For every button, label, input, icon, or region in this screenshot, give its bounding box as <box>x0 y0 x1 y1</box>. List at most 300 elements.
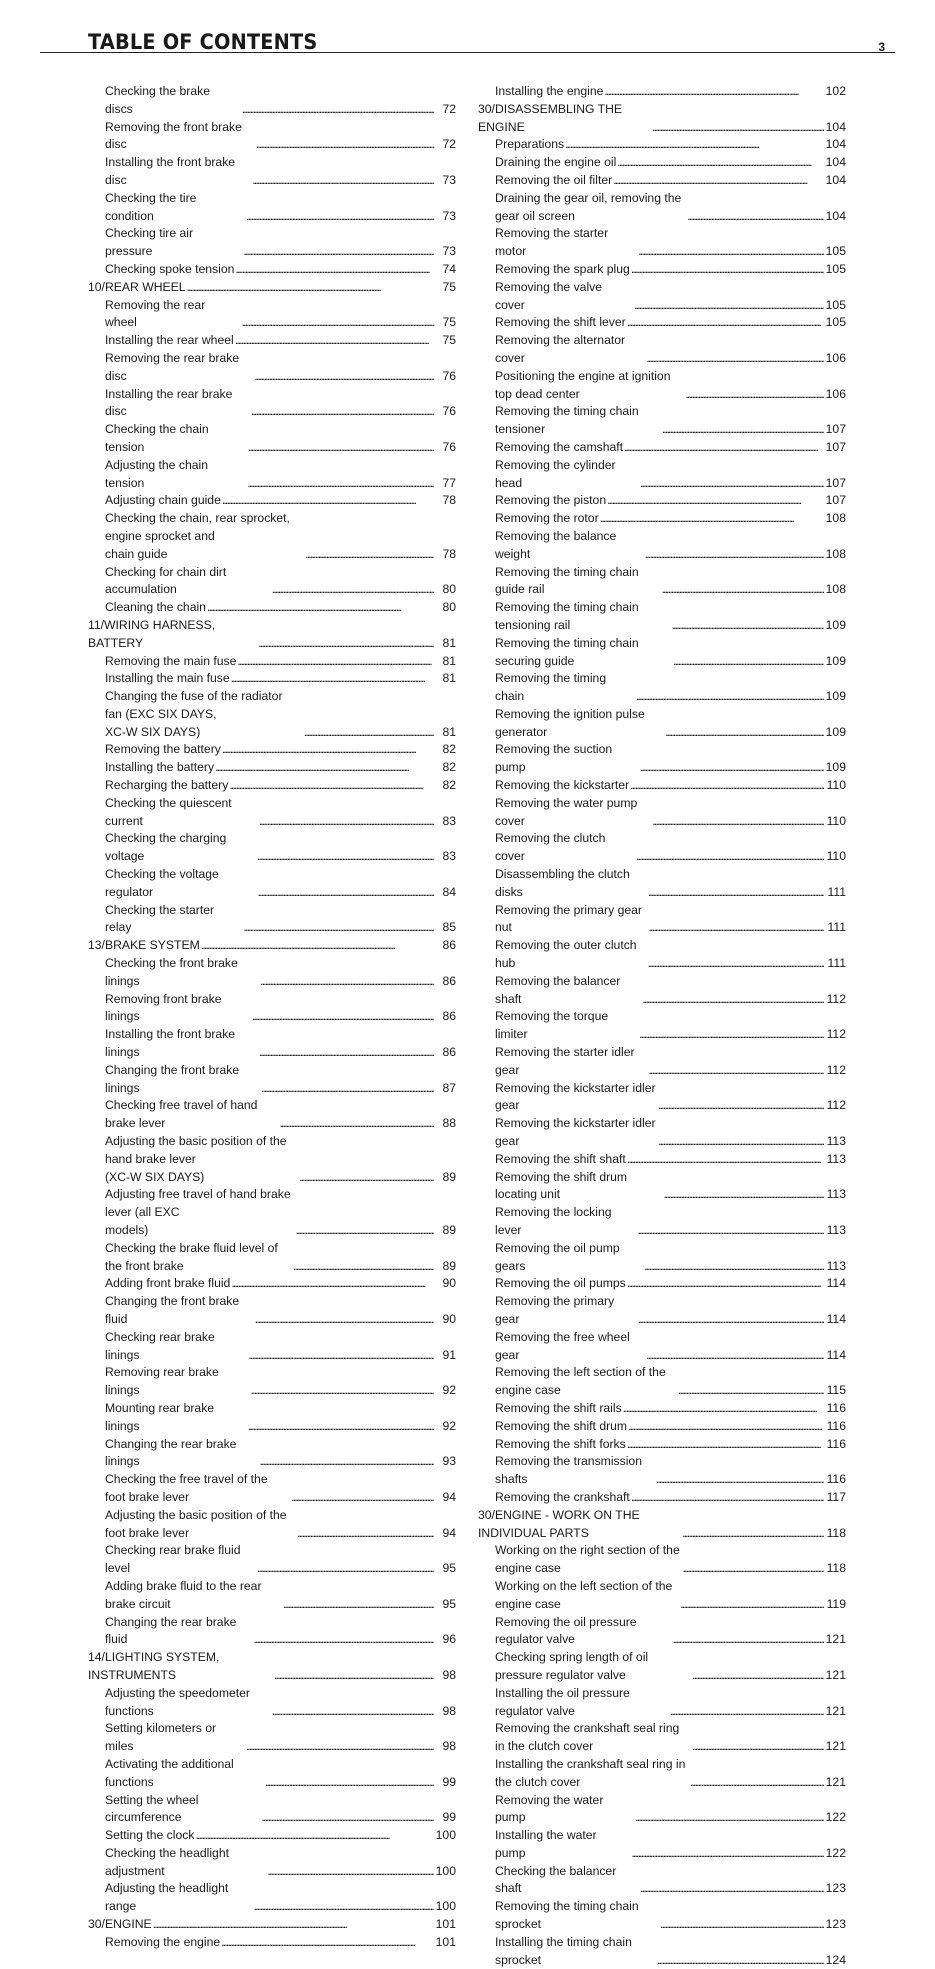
page-header <box>40 0 895 56</box>
dot-leader <box>246 1738 434 1756</box>
dot-leader <box>253 1631 434 1649</box>
toc-entry-label: Removing the outer clutch hub <box>495 938 637 971</box>
toc-entry-label: Installing the engine <box>495 84 604 98</box>
toc-entry[interactable] <box>88 1792 456 1828</box>
dot-leader <box>248 1347 434 1365</box>
toc-entry-label: Checking tire air pressure <box>105 226 194 259</box>
toc-entry[interactable] <box>88 492 456 510</box>
toc-entry[interactable] <box>478 1364 846 1400</box>
toc-column-right <box>478 83 846 1969</box>
toc-entry[interactable] <box>88 1880 456 1916</box>
toc-entry-label: Preparations <box>495 137 565 152</box>
toc-entry-page: 89 <box>442 1169 456 1184</box>
toc-entry[interactable] <box>478 1685 846 1721</box>
toc-entry[interactable] <box>478 1080 846 1116</box>
dot-leader <box>642 991 824 1009</box>
toc-entry[interactable] <box>88 1293 456 1329</box>
toc-entry-label: Removing the shift drum locating unit <box>495 1169 628 1202</box>
toc-entry-label: Removing the main fuse <box>105 653 237 668</box>
toc-entry[interactable] <box>478 1827 846 1863</box>
toc-entry-label: Removing the locking lever <box>495 1205 612 1237</box>
toc-entry[interactable] <box>88 653 456 671</box>
toc-entry[interactable] <box>478 510 846 528</box>
dot-leader <box>254 368 434 386</box>
dot-leader <box>251 403 434 421</box>
toc-entry[interactable] <box>478 279 846 315</box>
toc-entry[interactable] <box>88 1614 456 1650</box>
toc-entry-page: 104 <box>825 119 846 134</box>
toc-entry[interactable] <box>88 902 456 938</box>
toc-entry[interactable] <box>478 1169 846 1205</box>
toc-entry-label: Checking the voltage regulator <box>105 867 219 899</box>
toc-entry[interactable] <box>478 1293 846 1329</box>
toc-entry-label: Recharging the battery <box>105 778 229 793</box>
dot-leader <box>283 1596 434 1614</box>
toc-section-entry[interactable] <box>88 1916 456 1934</box>
toc-entry-page: 75 <box>442 333 456 348</box>
toc-entry-label: 30/ENGINE <box>88 1917 152 1932</box>
dot-leader <box>624 439 824 457</box>
toc-entry-label: Checking the quiescent current <box>105 795 232 828</box>
toc-entry-label: Draining the engine oil <box>495 155 617 170</box>
dot-leader <box>261 1809 434 1827</box>
toc-section-entry[interactable] <box>88 937 456 955</box>
toc-entry[interactable] <box>478 1614 846 1650</box>
toc-entry[interactable] <box>478 1863 846 1899</box>
toc-entry[interactable] <box>478 368 846 404</box>
dot-leader <box>646 1347 824 1365</box>
toc-entry-label: Installing the main fuse <box>105 671 230 686</box>
toc-entry[interactable] <box>478 1329 846 1365</box>
toc-entry-label: Checking the balancer shaft <box>495 1863 617 1896</box>
toc-entry[interactable] <box>478 190 846 226</box>
toc-entry[interactable] <box>88 297 456 333</box>
dot-leader <box>222 741 434 759</box>
toc-entry[interactable] <box>88 190 456 226</box>
toc-entry-page: 105 <box>825 315 846 330</box>
toc-entry-label: Removing rear brake linings <box>105 1365 219 1398</box>
toc-entry-page: 106 <box>825 386 846 401</box>
toc-entry-page: 105 <box>825 244 846 259</box>
toc-entry[interactable] <box>478 225 846 261</box>
toc-entry-label: Removing the crankshaft <box>495 1489 630 1504</box>
toc-entry[interactable] <box>88 1720 456 1756</box>
toc-entry[interactable] <box>478 492 846 510</box>
header-divider <box>40 52 895 53</box>
toc-entry[interactable] <box>478 795 846 831</box>
dot-leader <box>638 243 823 261</box>
toc-entry-page: 123 <box>825 1917 846 1932</box>
dot-leader <box>565 136 824 154</box>
toc-entry-page: 94 <box>442 1525 456 1540</box>
toc-entry-page: 99 <box>442 1774 456 1789</box>
toc-entry-label: Installing the rear wheel <box>105 333 234 348</box>
toc-entry[interactable] <box>88 1578 456 1614</box>
toc-entry[interactable] <box>88 1364 456 1400</box>
dot-leader <box>687 208 824 226</box>
toc-entry-page: 76 <box>442 368 456 383</box>
toc-entry-page: 121 <box>825 1667 846 1682</box>
toc-entry[interactable] <box>88 119 456 155</box>
toc-entry-label: Checking the brake fluid level of the front brake <box>105 1240 278 1273</box>
toc-entry-page: 73 <box>442 172 456 187</box>
toc-entry-label: Removing the kickstarter <box>495 778 630 793</box>
toc-entry[interactable] <box>478 564 846 600</box>
toc-entry-page: 121 <box>825 1703 846 1718</box>
toc-entry-page: 116 <box>826 1400 846 1415</box>
dot-leader <box>645 546 824 564</box>
toc-entry[interactable] <box>88 1542 456 1578</box>
toc-entry[interactable] <box>478 1240 846 1276</box>
dot-leader <box>267 1863 433 1881</box>
toc-entry[interactable] <box>478 635 846 671</box>
toc-entry[interactable] <box>88 1845 456 1881</box>
dot-leader <box>254 1898 434 1916</box>
toc-entry[interactable] <box>478 261 846 279</box>
toc-entry-page: 121 <box>825 1632 846 1647</box>
toc-entry[interactable] <box>478 830 846 866</box>
toc-entry[interactable] <box>88 1097 456 1133</box>
toc-entry[interactable] <box>88 795 456 831</box>
toc-entry[interactable] <box>88 1756 456 1792</box>
dot-leader <box>229 777 434 795</box>
toc-entry-label: Adjusting chain guide <box>105 493 221 508</box>
toc-entry[interactable] <box>478 1756 846 1792</box>
toc-entry-label: Removing the battery <box>105 742 221 757</box>
dot-leader <box>261 1080 434 1098</box>
toc-entry[interactable] <box>88 1471 456 1507</box>
dot-leader <box>648 919 824 937</box>
toc-entry-label: Removing the free wheel gear <box>495 1329 630 1362</box>
dot-leader <box>639 1026 824 1044</box>
toc-entry[interactable] <box>88 777 456 795</box>
toc-entry-label: Positioning the engine at ignition top dead center <box>495 368 671 401</box>
toc-entry-label: Removing the rotor <box>495 511 599 526</box>
toc-entry-page: 98 <box>442 1703 456 1718</box>
toc-entry[interactable] <box>478 1792 846 1828</box>
toc-section-entry[interactable] <box>478 1507 846 1543</box>
dot-leader <box>153 1916 434 1934</box>
toc-entry-page: 101 <box>435 1917 456 1932</box>
toc-entry-page: 92 <box>442 1383 456 1398</box>
dot-leader <box>246 208 434 226</box>
toc-entry[interactable] <box>88 1062 456 1098</box>
toc-entry[interactable] <box>478 1275 846 1293</box>
toc-entry[interactable] <box>478 403 846 439</box>
toc-entry-label: Checking free travel of hand brake lever <box>105 1098 258 1131</box>
toc-entry[interactable] <box>478 332 846 368</box>
toc-section-entry[interactable] <box>478 101 846 137</box>
toc-entry-page: 81 <box>442 635 456 650</box>
toc-entry[interactable] <box>478 1898 846 1934</box>
toc-column-left <box>88 83 456 1952</box>
toc-entry-label: Adjusting the chain tension <box>105 457 208 490</box>
dot-leader <box>692 1667 824 1685</box>
toc-entry-label: Removing the valve cover <box>495 279 603 312</box>
toc-entry-page: 75 <box>442 315 456 330</box>
toc-entry-page: 77 <box>442 475 456 490</box>
toc-entry[interactable] <box>478 1489 846 1507</box>
toc-entry[interactable] <box>478 1436 846 1454</box>
dot-leader <box>646 350 823 368</box>
toc-entry-page: 108 <box>825 582 846 597</box>
toc-entry-page: 82 <box>442 778 456 793</box>
toc-entry-page: 88 <box>442 1116 456 1131</box>
toc-entry-page: 86 <box>442 938 456 953</box>
toc-entry-page: 115 <box>826 1383 846 1398</box>
toc-entry-label: Changing the front brake linings <box>105 1062 240 1095</box>
toc-entry[interactable] <box>478 1934 846 1969</box>
dot-leader <box>617 154 823 172</box>
dot-leader <box>291 1489 434 1507</box>
toc-entry-page: 105 <box>825 297 846 312</box>
toc-entry[interactable] <box>88 1507 456 1543</box>
toc-entry-label: Removing the shift lever <box>495 315 626 330</box>
toc-entry[interactable] <box>478 777 846 795</box>
toc-entry[interactable] <box>478 741 846 777</box>
toc-entry[interactable] <box>88 332 456 350</box>
toc-entry[interactable] <box>88 1934 456 1952</box>
toc-entry[interactable] <box>478 1418 846 1436</box>
toc-entry-page: 100 <box>435 1863 456 1878</box>
toc-section-entry[interactable] <box>88 279 456 297</box>
dot-leader <box>258 635 434 653</box>
toc-entry-page: 76 <box>442 439 456 454</box>
dot-leader <box>201 937 434 955</box>
toc-entry-page: 100 <box>435 1899 456 1914</box>
toc-entry-page: 91 <box>442 1347 456 1362</box>
toc-entry-page: 111 <box>827 884 846 899</box>
dot-leader <box>628 1418 824 1436</box>
toc-entry[interactable] <box>478 439 846 457</box>
toc-entry[interactable] <box>88 955 456 991</box>
dot-leader <box>600 510 824 528</box>
toc-entry[interactable] <box>478 973 846 1009</box>
toc-entry[interactable] <box>88 866 456 902</box>
dot-leader <box>692 1738 824 1756</box>
toc-entry-page: 104 <box>825 155 846 170</box>
toc-entry[interactable] <box>88 1827 456 1845</box>
toc-entry[interactable] <box>478 136 846 154</box>
toc-entry-page: 118 <box>826 1525 846 1540</box>
toc-entry[interactable] <box>478 528 846 564</box>
toc-entry[interactable] <box>478 457 846 493</box>
toc-section-entry[interactable] <box>88 617 456 653</box>
toc-entry[interactable] <box>88 83 456 119</box>
toc-entry-page: 101 <box>435 1934 456 1949</box>
toc-entry[interactable] <box>478 1578 846 1614</box>
toc-entry[interactable] <box>478 83 846 101</box>
toc-entry-label: Removing the timing chain guide rail <box>495 564 639 597</box>
toc-entry[interactable] <box>478 1720 846 1756</box>
toc-entry-page: 121 <box>825 1774 846 1789</box>
dot-leader <box>293 1258 434 1276</box>
dot-leader <box>251 1382 434 1400</box>
toc-entry-label: Checking the brake discs <box>105 84 211 116</box>
toc-entry-label: Checking the front brake linings <box>105 956 238 988</box>
dot-leader <box>231 670 434 688</box>
toc-entry-label: 10/REAR WHEEL <box>88 279 186 294</box>
toc-entry-page: 76 <box>442 404 456 419</box>
dot-leader <box>260 973 434 991</box>
dot-leader <box>255 1311 434 1329</box>
toc-entry-label: Removing the alternator cover <box>495 333 626 365</box>
toc-entry[interactable] <box>478 1044 846 1080</box>
toc-entry-label: Working on the left section of the engine case <box>495 1578 673 1611</box>
toc-entry-label: Changing the rear brake fluid <box>105 1614 237 1647</box>
toc-entry[interactable] <box>88 1240 456 1276</box>
toc-entry[interactable] <box>478 1151 846 1169</box>
toc-entry-page: 109 <box>825 689 846 704</box>
dot-leader <box>257 1560 434 1578</box>
toc-entry-page: 111 <box>827 956 846 971</box>
toc-entry[interactable] <box>478 1400 846 1418</box>
toc-entry[interactable] <box>478 1453 846 1489</box>
toc-entry-page: 98 <box>442 1667 456 1682</box>
toc-entry-label: Mounting rear brake linings <box>105 1400 215 1433</box>
toc-entry-page: 109 <box>825 724 846 739</box>
toc-entry-label: Removing the timing chain tensioning rail <box>495 600 639 632</box>
toc-entry[interactable] <box>88 564 456 600</box>
toc-entry[interactable] <box>88 225 456 261</box>
dot-leader <box>297 1525 434 1543</box>
toc-entry[interactable] <box>88 741 456 759</box>
toc-entry[interactable] <box>88 688 456 741</box>
toc-entry-page: 112 <box>826 991 846 1006</box>
toc-entry[interactable] <box>88 1329 456 1365</box>
toc-entry[interactable] <box>88 421 456 457</box>
toc-entry-page: 107 <box>825 422 846 437</box>
toc-entry[interactable] <box>478 706 846 742</box>
toc-entry[interactable] <box>88 350 456 386</box>
toc-entry-page: 123 <box>825 1881 846 1896</box>
dot-leader <box>638 1311 824 1329</box>
toc-entry-label: Removing the oil pressure regulator valve <box>495 1614 637 1647</box>
toc-entry-page: 109 <box>825 653 846 668</box>
toc-entry[interactable] <box>88 1186 456 1239</box>
dot-leader <box>304 724 434 742</box>
toc-entry-label: Checking the starter relay <box>105 902 215 935</box>
toc-entry-page: 102 <box>825 84 846 98</box>
toc-entry[interactable] <box>478 172 846 190</box>
toc-entry-label: Checking for chain dirt accumulation <box>105 564 227 597</box>
toc-entry[interactable] <box>478 866 846 902</box>
toc-entry-page: 108 <box>825 511 846 526</box>
toc-entry[interactable] <box>88 1275 456 1293</box>
toc-entry-page: 110 <box>826 813 846 828</box>
dot-leader <box>635 1809 823 1827</box>
toc-entry-page: 107 <box>825 439 846 454</box>
toc-entry[interactable] <box>88 510 456 563</box>
toc-entry-page: 81 <box>442 653 456 668</box>
toc-entry[interactable] <box>88 457 456 493</box>
toc-entry[interactable] <box>478 154 846 172</box>
dot-leader <box>272 1703 434 1721</box>
toc-entry[interactable] <box>478 1115 846 1151</box>
toc-entry[interactable] <box>478 1649 846 1685</box>
toc-entry-label: Checking the chain, rear sprocket, engine sprocket and chain guide <box>105 511 290 561</box>
toc-entry-label: Installing the front brake disc <box>105 155 236 187</box>
toc-entry-page: 82 <box>442 742 456 757</box>
toc-entry[interactable] <box>88 1026 456 1062</box>
dot-leader <box>648 884 824 902</box>
toc-entry-label: Cleaning the chain <box>105 600 206 615</box>
toc-entry-label: 14/LIGHTING SYSTEM, INSTRUMENTS <box>88 1650 220 1682</box>
dot-leader <box>685 386 823 404</box>
toc-entry[interactable] <box>88 1436 456 1472</box>
toc-entry[interactable] <box>88 670 456 688</box>
dot-leader <box>607 492 824 510</box>
toc-entry-label: Checking rear brake fluid level <box>105 1543 241 1576</box>
toc-entry[interactable] <box>478 670 846 706</box>
toc-entry[interactable] <box>88 830 456 866</box>
dot-leader <box>623 1400 824 1418</box>
dot-leader <box>678 1382 824 1400</box>
toc-entry[interactable] <box>88 154 456 190</box>
toc-entry[interactable] <box>88 599 456 617</box>
dot-leader <box>644 1258 824 1276</box>
toc-entry[interactable] <box>478 937 846 973</box>
toc-entry-page: 98 <box>442 1739 456 1754</box>
toc-entry-page: 107 <box>825 493 846 508</box>
toc-entry-label: 30/ENGINE - WORK ON THE INDIVIDUAL PARTS <box>478 1507 640 1540</box>
toc-entry-page: 116 <box>826 1436 846 1451</box>
toc-entry[interactable] <box>478 599 846 635</box>
dot-leader <box>648 955 825 973</box>
toc-entry[interactable] <box>88 1133 456 1186</box>
toc-entry[interactable] <box>478 1008 846 1044</box>
toc-entry-page: 104 <box>825 208 846 223</box>
toc-entry[interactable] <box>478 314 846 332</box>
toc-entry-label: Checking the headlight adjustment <box>105 1845 229 1878</box>
dot-leader <box>259 813 434 831</box>
toc-entry[interactable] <box>88 1685 456 1721</box>
toc-entry[interactable] <box>88 759 456 777</box>
toc-entry-label: Disassembling the clutch disks <box>495 867 630 899</box>
toc-entry-page: 80 <box>442 600 456 615</box>
toc-entry-label: Adding front brake fluid <box>105 1276 231 1291</box>
toc-entry[interactable] <box>88 991 456 1027</box>
toc-entry[interactable] <box>88 386 456 422</box>
toc-entry-label: Removing the oil pump gears <box>495 1240 620 1273</box>
dot-leader <box>231 1275 434 1293</box>
toc-entry-page: 116 <box>826 1472 846 1487</box>
toc-entry-label: Removing the water pump <box>495 1792 604 1825</box>
dot-leader <box>658 1097 824 1115</box>
toc-entry-page: 87 <box>442 1080 456 1095</box>
toc-section-entry[interactable] <box>88 1649 456 1685</box>
toc-entry-page: 122 <box>825 1845 846 1860</box>
dot-leader <box>207 599 434 617</box>
toc-entry-page: 122 <box>825 1810 846 1825</box>
toc-entry[interactable] <box>478 902 846 938</box>
toc-entry-label: Installing the water pump <box>495 1828 597 1860</box>
toc-entry-page: 95 <box>442 1561 456 1576</box>
dot-leader <box>652 119 824 137</box>
dot-leader <box>662 421 824 439</box>
toc-entry-label: Checking the tire condition <box>105 190 197 223</box>
toc-entry-label: Removing the engine <box>105 1934 221 1949</box>
toc-entry[interactable] <box>88 261 456 279</box>
toc-entry-page: 73 <box>442 208 456 223</box>
dot-leader <box>670 1703 824 1721</box>
toc-entry[interactable] <box>478 1542 846 1578</box>
toc-entry-label: Draining the gear oil, removing the gear oil screen <box>495 190 682 223</box>
toc-entry-label: Removing the kickstarter idler gear <box>495 1116 656 1149</box>
toc-entry-label: Checking spoke tension <box>105 261 235 276</box>
toc-entry[interactable] <box>88 1400 456 1436</box>
toc-entry-label: Removing the crankshaft seal ring in the clutch cover <box>495 1721 680 1754</box>
